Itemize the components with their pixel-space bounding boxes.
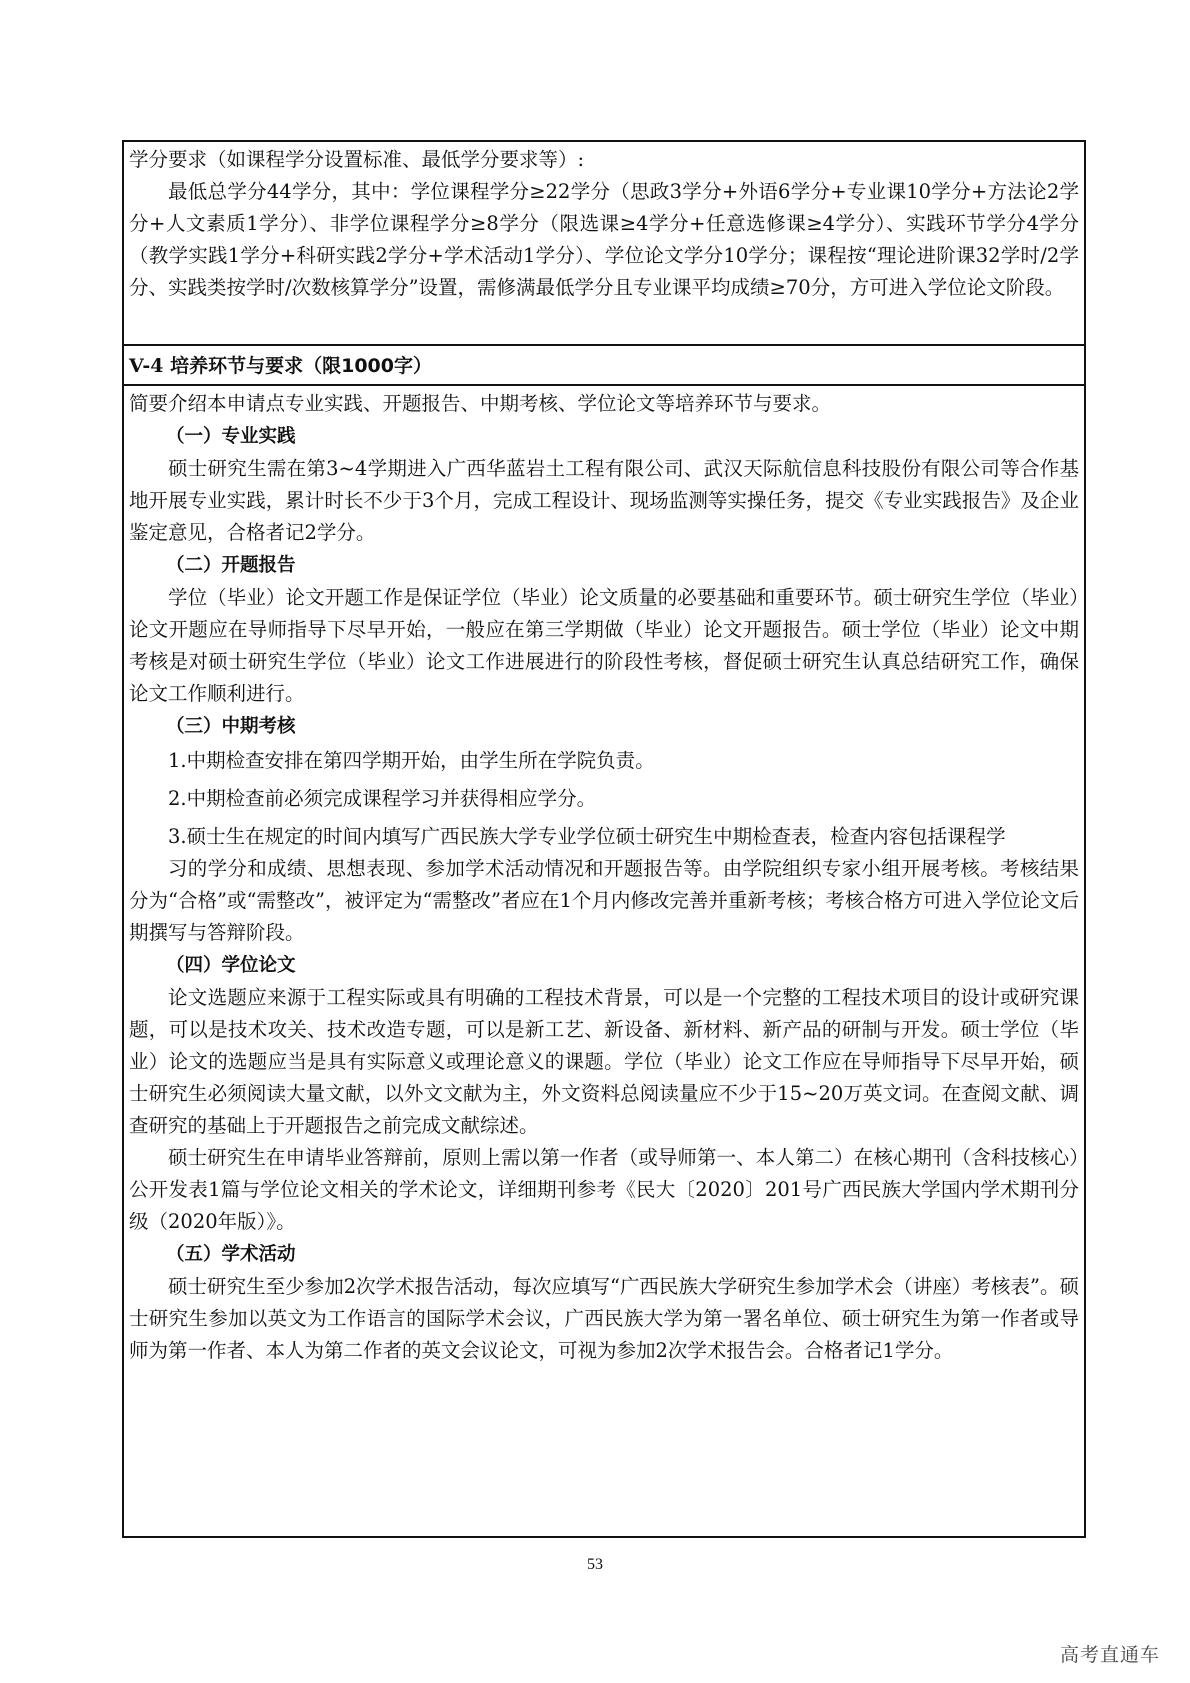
section-title-text: 培养环节与要求（限1000字） — [170, 355, 432, 377]
midterm-item-3: 3.硕士生在规定的时间内填写广西民族大学专业学位硕士研究生中期检查表，检查内容包括课程学 — [168, 825, 1006, 848]
credit-intro: 学分要求（如课程学分设置标准、最低学分要求等）: — [129, 148, 585, 171]
midterm-item-2: 2.中期检查前必须完成课程学习并获得相应学分。 — [168, 787, 597, 810]
thesis-heading: （四）学位论文 — [166, 955, 296, 976]
training-content-cell — [124, 386, 1084, 1536]
credit-requirements-cell — [124, 142, 1084, 344]
academic-body: 硕士研究生至少参加2次学术报告活动，每次应填写“广西民族大学研究生参加学术会（讲座）考核表”。硕士研究生参加以英文为工作语言的国际学术会议，广西民族大学为第一署名单位、硕士研究生为第一作者或导师为第一作者、本人为第二作者的英文会议论文，可视为参加2次学术报告会。合格者记1学分。 — [129, 1275, 1079, 1362]
proposal-heading: （二）开题报告 — [166, 555, 296, 576]
watermark: 高考直通车 — [1059, 1644, 1160, 1666]
proposal-body: 学位（毕业）论文开题工作是保证学位（毕业）论文质量的必要基础和重要环节。硕士研究生学位（毕业）论文开题应在导师指导下尽早开始，一般应在第三学期做（毕业）论文开题报告。硕士学位（毕业）论文中期考核是对硕士研究生学位（毕业）论文工作进展进行的阶段性考核，督促硕士研究生认真总结研究工作，确保论文工作顺利进行。 — [129, 586, 1079, 705]
academic-heading: （五）学术活动 — [166, 1244, 296, 1265]
midterm-item-3-continued: 习的学分和成绩、思想表现、参加学术活动情况和开题报告等。由学院组织专家小组开展考核。考核结果分为“合格”或“需整改”，被评定为“需整改”者应在1个月内修改完善并重新考核；考核合格方可进入学位论文后期撰写与答辩阶段。 — [129, 857, 1079, 944]
thesis-body-1: 论文选题应来源于工程实际或具有明确的工程技术背景，可以是一个完整的工程技术项目的设计或研究课题，可以是技术攻关、技术改造专题，可以是新工艺、新设备、新材料、新产品的研制与开发。硕士学位（毕业）论文的选题应当是具有实际意义或理论意义的课题。学位（毕业）论文工作应在导师指导下尽早开始，硕士研究生必须阅读大量文献，以外文文献为主，外文资料总阅读量应不少于15~20万英文词。在查阅文献、调查研究的基础上于开题报告之前完成文献综述。 — [129, 986, 1079, 1137]
credit-body: 最低总学分44学分，其中：学位课程学分≥22学分（思政3学分+外语6学分+专业课10学分+方法论2学分+人文素质1学分）、非学位课程学分≥8学分（限选课≥4学分+任意选修课≥4学分）、实践环节学分4学分（教学实践1学分+科研实践2学分+学术活动1学分）、学位论文学分10学分；课程按“理论进阶课32学时/2学分、实践类按学时/次数核算学分”设置，需修满最低学分且专业课平均成绩≥70分，方可进入学位论文阶段。 — [129, 180, 1079, 299]
practice-body: 硕士研究生需在第3~4学期进入广西华蓝岩土工程有限公司、武汉天际航信息科技股份有限公司等合作基地开展专业实践，累计时长不少于3个月，完成工程设计、现场监测等实操任务，提交《专业实践报告》及企业鉴定意见，合格者记2学分。 — [129, 457, 1079, 544]
form-table — [122, 140, 1086, 1538]
thesis-body-2: 硕士研究生在申请毕业答辩前，原则上需以第一作者（或导师第一、本人第二）在核心期刊（含科技核心）公开发表1篇与学位论文相关的学术论文，详细期刊参考《民大〔2020〕201号广西民族大学国内学术期刊分级（2020年版）》。 — [129, 1146, 1079, 1233]
section-number: V-4 — [129, 355, 164, 377]
section-title — [129, 346, 1079, 386]
training-intro: 简要介绍本申请点专业实践、开题报告、中期考核、学位论文等培养环节与要求。 — [129, 392, 832, 415]
midterm-item-1: 1.中期检查安排在第四学期开始，由学生所在学院负责。 — [168, 749, 655, 772]
midterm-heading: （三）中期考核 — [166, 716, 296, 737]
practice-heading: （一）专业实践 — [166, 426, 296, 447]
section-header-cell — [124, 344, 1084, 386]
page-number: 53 — [587, 1556, 603, 1573]
